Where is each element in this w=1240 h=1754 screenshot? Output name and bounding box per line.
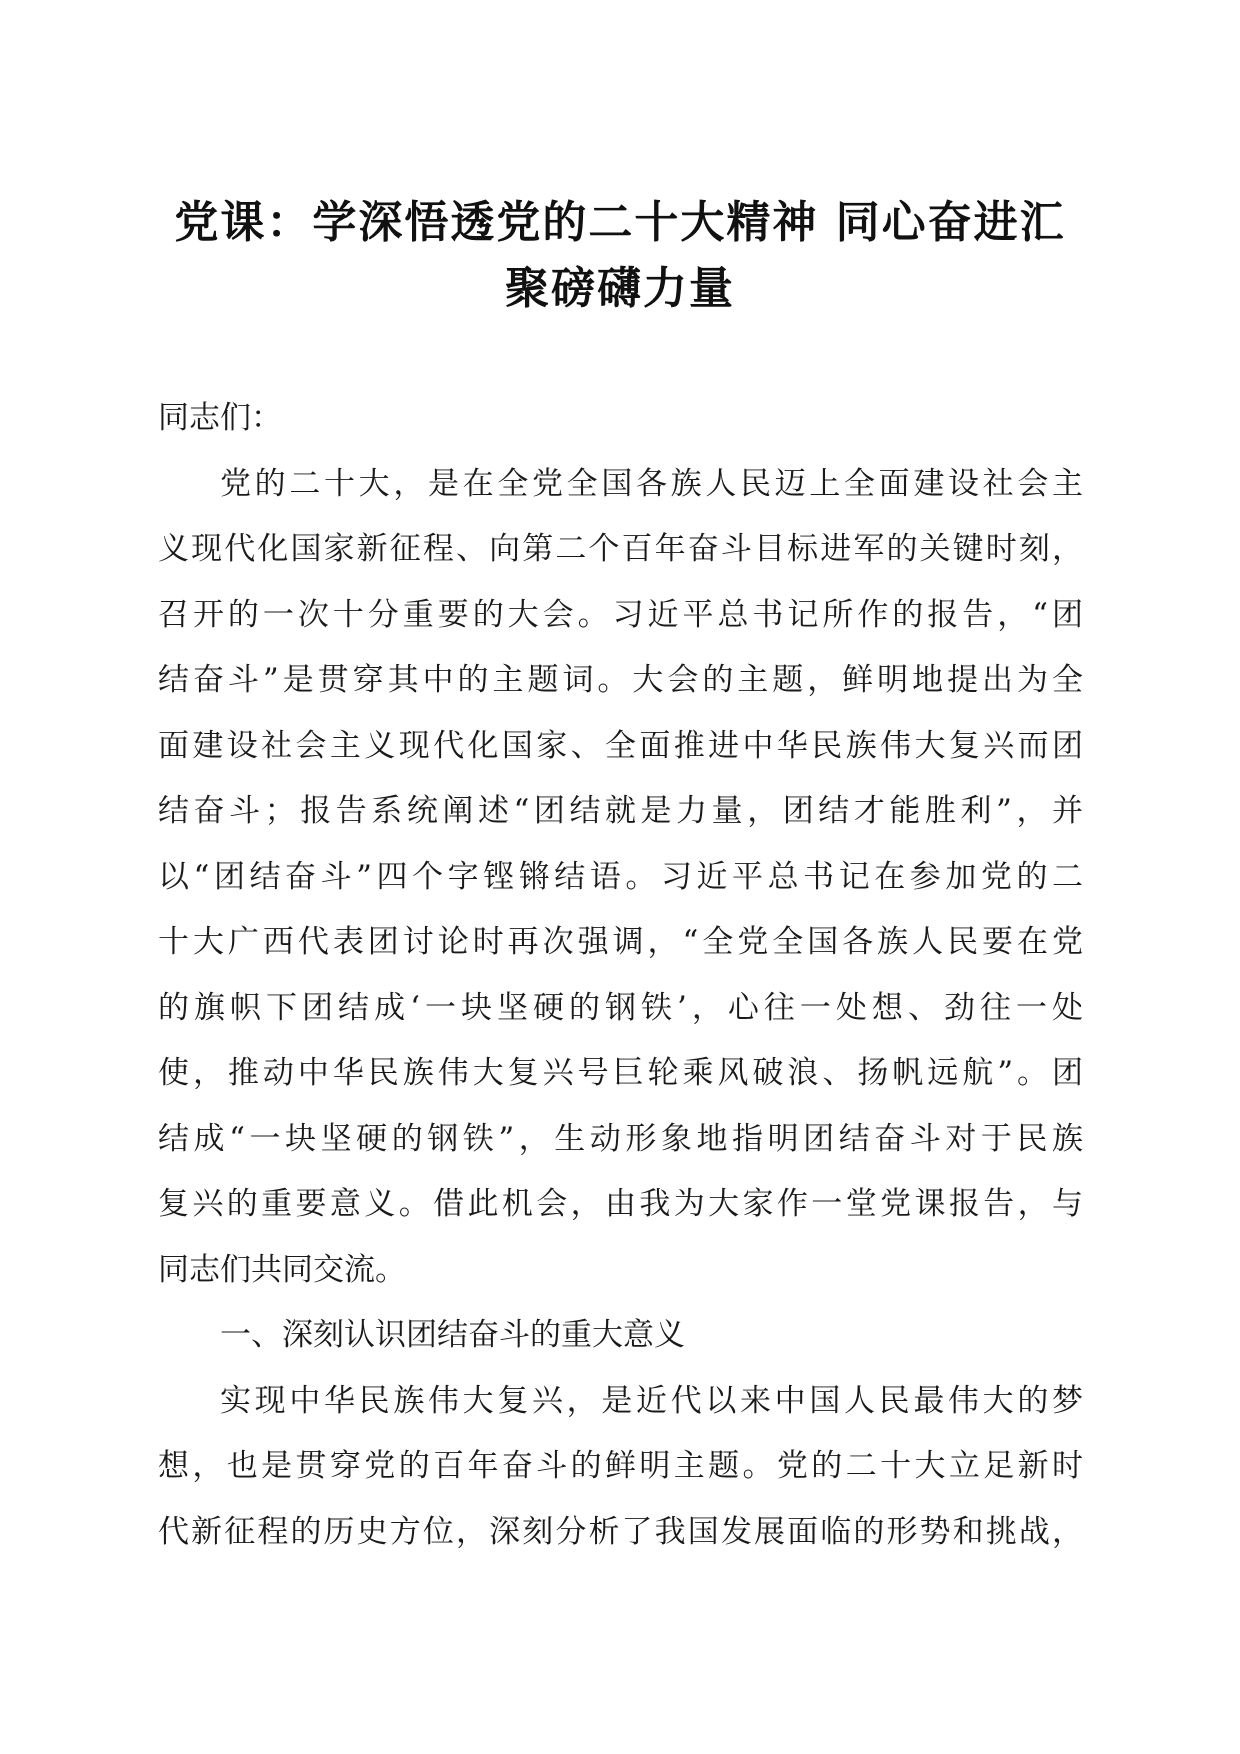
paragraph-1-line: 十大广西代表团讨论时再次强调，“全党全国各族人民要在党 (158, 924, 1083, 960)
document-body (158, 386, 1083, 1565)
paragraph-1-line: 使，推动中华民族伟大复兴号巨轮乘风破浪、扬帆远航”。团 (158, 1055, 1083, 1091)
paragraph-1-line: 面建设社会主义现代化国家、全面推进中华民族伟大复兴而团 (158, 727, 1083, 764)
paragraph-1-line: 召开的一次十分重要的大会。习近平总书记所作的报告，“团 (158, 596, 1083, 633)
paragraph-1-line: 结奋斗；报告系统阐述“团结就是力量，团结才能胜利”，并 (158, 793, 1083, 829)
paragraph-1-line: 的旗帜下团结成‘一块坚硬的钢铁’，心往一处想、劲往一处 (158, 989, 1083, 1026)
paragraph-2-line: 想，也是贯穿党的百年奋斗的鲜明主题。党的二十大立足新时 (158, 1448, 1083, 1484)
paragraph-1-line: 结奋斗”是贯穿其中的主题词。大会的主题，鲜明地提出为全 (158, 662, 1083, 698)
document-title (150, 190, 1090, 322)
paragraph-1-line: 结成“一块坚硬的钢铁”，生动形象地指明团结奋斗对于民族 (158, 1120, 1083, 1157)
paragraph-2-line: 代新征程的历史方位，深刻分析了我国发展面临的形势和挑战， (158, 1513, 1083, 1550)
paragraph-1-line: 复兴的重要意义。借此机会，由我为大家作一堂党课报告，与 (158, 1186, 1083, 1222)
paragraph-1-line: 同志们共同交流。 (158, 1251, 406, 1288)
section-1-heading: 一、深刻认识团结奋斗的重大意义 (220, 1317, 685, 1353)
paragraph-2-line: 实现中华民族伟大复兴，是近代以来中国人民最伟大的梦 (220, 1382, 1083, 1419)
salutation: 同志们： (158, 400, 282, 436)
title-line-1: 党课：学深悟透党的二十大精神 同心奋进汇 (174, 197, 1066, 248)
paragraph-1-line: 以“团结奋斗”四个字铿锵结语。习近平总书记在参加党的二 (158, 858, 1083, 895)
paragraph-1-line: 党的二十大，是在全党全国各族人民迈上全面建设社会主 (220, 465, 1083, 502)
paragraph-1-line: 义现代化国家新征程、向第二个百年奋斗目标进军的关键时刻， (158, 531, 1083, 567)
title-line-2: 聚磅礴力量 (505, 263, 735, 314)
